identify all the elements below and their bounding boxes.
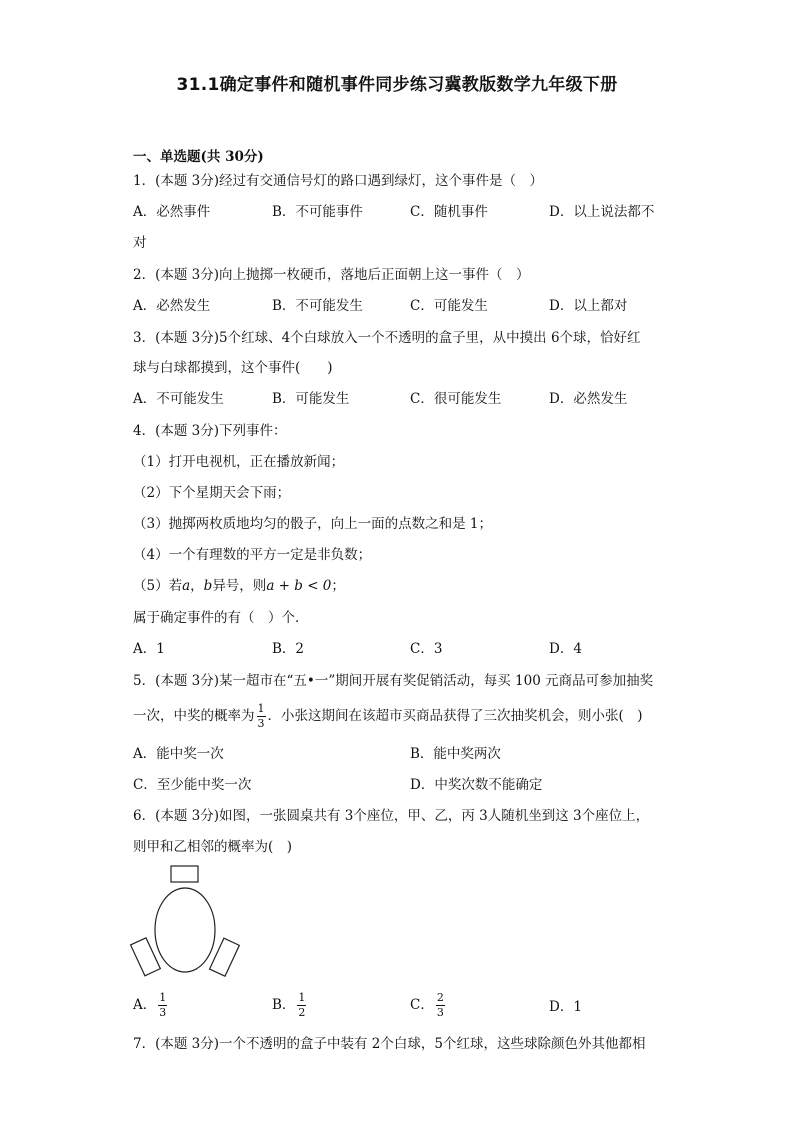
- q4-var-b: b: [203, 578, 213, 594]
- q1-option-d: D．以上说法都不: [549, 204, 655, 220]
- q4-item-1: （1）打开电视机，正在播放新闻；: [133, 454, 345, 470]
- q3-stem-line1: 3．(本题 3分)5个红球、4个白球放入一个不透明的盒子里，从中摸出 6个球，恰好红: [133, 330, 641, 346]
- q2-option-b: B．不可能发生: [272, 298, 363, 314]
- q6-option-d: D．1: [549, 999, 582, 1015]
- fraction-numerator: 1: [159, 991, 167, 1004]
- q5-option-a: A．能中奖一次: [133, 746, 224, 762]
- q3-option-a: A．不可能发生: [133, 391, 224, 407]
- q4-option-c: C．3: [410, 641, 443, 657]
- q2-stem: 2．(本题 3分)向上抛掷一枚硬币，落地后正面朝上这一事件（ ）: [133, 267, 530, 283]
- q5-stem-line2: [133, 703, 643, 730]
- option-label: A．: [133, 997, 157, 1013]
- q4-item-5: [133, 576, 345, 596]
- q2-option-d: D．以上都对: [549, 298, 628, 314]
- q3-stem-line2: 球与白球都摸到，这个事件( ): [133, 360, 333, 376]
- q4-item-5-end: ；: [331, 578, 345, 594]
- seat-right: [210, 938, 240, 976]
- fraction-denominator: 3: [436, 1006, 444, 1019]
- fraction-numerator: 1: [257, 702, 265, 715]
- q4-inequality: a + b < 0: [266, 578, 332, 594]
- q4-item-2: （2）下个星期天会下雨；: [133, 485, 291, 501]
- fraction-denominator: 3: [159, 1006, 167, 1019]
- seat-left: [131, 938, 161, 976]
- q5-option-c: C．至少能中奖一次: [133, 777, 252, 793]
- q4-option-a: A．1: [133, 641, 165, 657]
- q1-stem: 1．(本题 3分)经过有交通信号灯的路口遇到绿灯，这个事件是（ ）: [133, 173, 544, 189]
- q3-option-c: C．很可能发生: [410, 391, 502, 407]
- q3-option-b: B．可能发生: [272, 391, 350, 407]
- q7-stem-line1: 7．(本题 3分)一个不透明的盒子中装有 2个白球，5个红球，这些球除颜色外其他都相: [133, 1036, 646, 1052]
- q2-option-a: A．必然发生: [133, 298, 211, 314]
- q6-option-a: [133, 992, 169, 1019]
- q4-item-4: （4）一个有理数的平方一定是非负数；: [133, 547, 372, 563]
- q4-item-5-text: 异号，则: [212, 578, 267, 594]
- q4-item-5-prefix: （5）若: [133, 578, 183, 594]
- q1-option-d-continued: 对: [133, 235, 147, 251]
- q6-option-c-fraction: [436, 992, 445, 1019]
- q1-option-b: B．不可能事件: [272, 204, 363, 220]
- q5-stem-line1: 5．(本题 3分)某一超市在“五•一”期间开展有奖促销活动，每买 100 元商品可参加抽奖: [133, 673, 654, 689]
- q5-option-b: B．能中奖两次: [410, 746, 501, 762]
- section-heading: 一、单选题(共 30分): [133, 149, 264, 165]
- fraction-numerator: 2: [436, 991, 444, 1004]
- q5-option-d: D．中奖次数不能确定: [410, 777, 543, 793]
- q2-option-c: C．可能发生: [410, 298, 488, 314]
- q5-stem-suffix: ．小张这期间在该超市买商品获得了三次抽奖机会，则小张( ): [267, 708, 643, 724]
- option-label: B．: [272, 997, 296, 1013]
- q3-option-d: D．必然发生: [549, 391, 628, 407]
- fraction-denominator: 3: [257, 717, 265, 730]
- page-title: 31.1确定事件和随机事件同步练习冀教版数学九年级下册: [176, 75, 618, 95]
- q4-option-d: D．4: [549, 641, 582, 657]
- q4-tail: 属于确定事件的有（ ）个．: [133, 610, 309, 626]
- q6-option-a-fraction: [158, 992, 167, 1019]
- q6-option-b-fraction: [297, 992, 306, 1019]
- fraction-denominator: 2: [298, 1006, 306, 1019]
- fraction-numerator: 1: [298, 991, 306, 1004]
- q1-option-a: A．必然事件: [133, 204, 211, 220]
- q6-option-c: [410, 992, 447, 1019]
- seat-top: [171, 866, 198, 882]
- round-table: [155, 888, 215, 972]
- q6-stem-line1: 6．(本题 3分)如图，一张圆桌共有 3个座位，甲、乙，丙 3人随机坐到这 3个座位上，: [133, 808, 650, 824]
- q4-item-5-sep: ，: [190, 578, 204, 594]
- q4-item-3: （3）抛掷两枚质地均匀的骰子，向上一面的点数之和是 1；: [133, 516, 492, 532]
- q5-probability-fraction: [257, 703, 266, 730]
- round-table-figure: [125, 860, 245, 990]
- q6-stem-line2: 则甲和乙相邻的概率为( ): [133, 839, 293, 855]
- option-label: C．: [410, 997, 434, 1013]
- q1-option-c: C．随机事件: [410, 204, 488, 220]
- q5-stem-prefix: 一次，中奖的概率为: [133, 708, 255, 724]
- q6-option-b: [272, 992, 308, 1019]
- q4-var-a: a: [182, 578, 191, 594]
- q4-option-b: B．2: [272, 641, 305, 657]
- q4-stem: 4．(本题 3分)下列事件：: [133, 423, 287, 439]
